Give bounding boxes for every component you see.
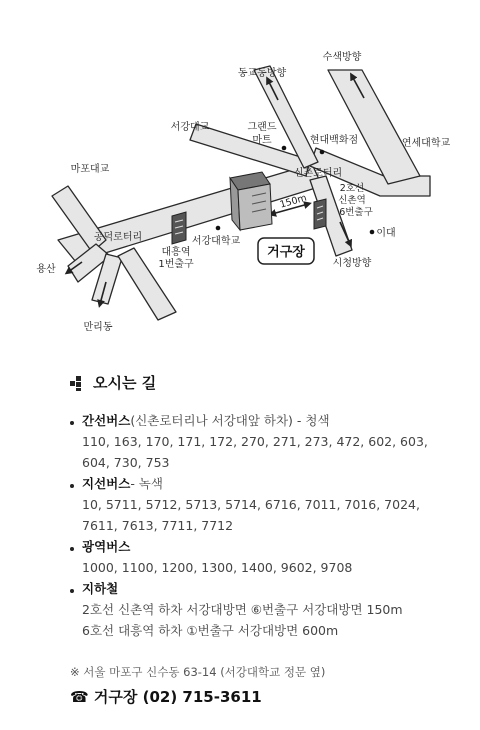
phone-icon: ☎ bbox=[70, 688, 89, 706]
label-line2-1: 2호선 bbox=[339, 183, 365, 194]
label-malli: 만리동 bbox=[83, 322, 113, 333]
label-line2-2: 신촌역 bbox=[338, 195, 366, 206]
phone-line bbox=[70, 686, 262, 707]
transport-list bbox=[70, 410, 450, 641]
label-sinchon-rotary: 신촌로터리 bbox=[293, 168, 343, 179]
item-line: 10, 5711, 5712, 5713, 5714, 6716, 7011, 7016, 7024, bbox=[82, 497, 420, 512]
location-map bbox=[0, 0, 480, 350]
label-daeheung-2: 1번출구 bbox=[158, 259, 194, 270]
item-title: 간선버스 bbox=[82, 413, 131, 428]
heading-marker-icon bbox=[70, 376, 84, 390]
label-mapo-bridge: 마포대교 bbox=[70, 164, 110, 175]
item-line: 7611, 7613, 7711, 7712 bbox=[82, 518, 234, 533]
label-line2-3: 6번출구 bbox=[339, 207, 373, 218]
dot-ewha bbox=[370, 230, 375, 235]
item-line: 1000, 1100, 1200, 1300, 1400, 9602, 9708 bbox=[82, 560, 353, 575]
item-line: 2호선 신촌역 하차 서강대방면 ⑥번출구 서강대방면 150m bbox=[82, 602, 403, 617]
label-ewha: 이대 bbox=[376, 228, 396, 239]
item-title: 지하철 bbox=[82, 581, 119, 596]
dot-sogang bbox=[216, 226, 221, 231]
item-title-suffix: - 녹색 bbox=[130, 476, 163, 491]
label-dongyo: 동교동방향 bbox=[237, 68, 287, 79]
label-gongdeok: 공덕로터리 bbox=[93, 232, 143, 243]
label-yonsei: 연세대학교 bbox=[401, 138, 451, 149]
building-icon bbox=[230, 172, 272, 230]
bullet-icon bbox=[70, 421, 74, 425]
directions-title: 오시는 길 bbox=[93, 374, 157, 392]
item-title-suffix: (신촌로터리나 서강대앞 하차) - 청색 bbox=[130, 413, 330, 428]
label-grand-2: 마트 bbox=[252, 135, 272, 146]
label-place-name: 거구장 bbox=[267, 245, 305, 260]
dot-grand-mart bbox=[282, 146, 287, 151]
subway-sinchon-icon bbox=[314, 199, 326, 229]
transport-item bbox=[70, 536, 450, 578]
transport-item bbox=[70, 473, 450, 536]
transport-item bbox=[70, 578, 450, 641]
address-text: ※ 서울 마포구 신수동 63-14 (서강대학교 정문 옆) bbox=[70, 665, 326, 679]
dot-hyundai bbox=[320, 150, 325, 155]
directions-heading bbox=[70, 372, 156, 393]
label-sogang-bridge: 서강대교 bbox=[170, 122, 210, 133]
phone-text: 거구장 (02) 715-3611 bbox=[93, 688, 262, 706]
label-distance: 150m bbox=[278, 192, 308, 211]
label-grand-1: 그랜드 bbox=[247, 122, 277, 133]
label-daeheung-1: 대흥역 bbox=[161, 247, 191, 258]
bullet-icon bbox=[70, 547, 74, 551]
label-hyundai: 현대백화점 bbox=[309, 135, 359, 146]
label-yongsan: 용산 bbox=[36, 264, 56, 275]
bullet-icon bbox=[70, 589, 74, 593]
bullet-icon bbox=[70, 484, 74, 488]
label-cityhall: 시청방향 bbox=[332, 258, 372, 269]
subway-daeheung-icon bbox=[172, 212, 186, 244]
item-line: 6호선 대흥역 하차 ①번출구 서강대방면 600m bbox=[82, 623, 339, 638]
item-line: 110, 163, 170, 171, 172, 270, 271, 273, 472, 602, 603, bbox=[82, 434, 428, 449]
label-susaek: 수색방향 bbox=[322, 52, 362, 63]
item-line: 604, 730, 753 bbox=[82, 455, 170, 470]
item-title: 광역버스 bbox=[82, 539, 131, 554]
label-sogang-univ: 서강대학교 bbox=[191, 236, 241, 247]
item-title: 지선버스 bbox=[82, 476, 131, 491]
transport-item bbox=[70, 410, 450, 473]
